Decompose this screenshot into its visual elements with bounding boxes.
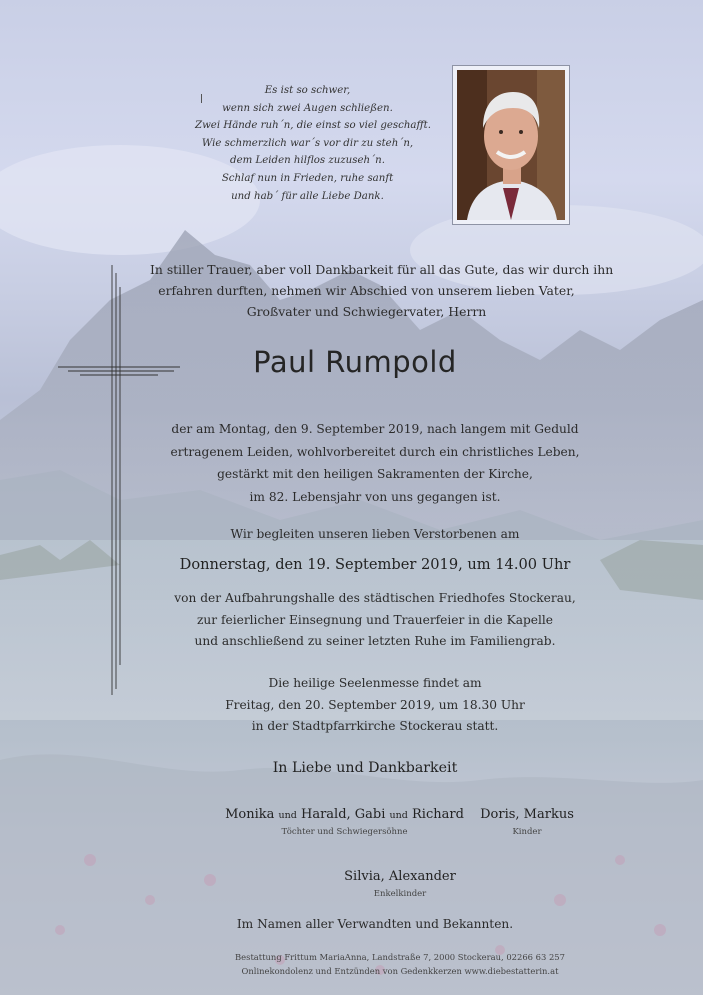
funeral-date: Donnerstag, den 19. September 2019, um 14.00 Uhr: [179, 556, 571, 573]
ceremony-text: [150, 588, 600, 653]
family-names: Silvia, Alexander: [344, 869, 456, 884]
family-name: Harald, Gabi: [300, 807, 386, 822]
poem-line: dem Leiden hilflos zuzuseh´n.: [230, 155, 385, 167]
death-details: [150, 418, 600, 508]
deceased-name: Paul Rumpold: [253, 345, 457, 379]
family-group-daughters: [222, 807, 467, 837]
family-role: Töchter und Schwiegersöhne: [281, 827, 408, 837]
family-role: Kinder: [512, 827, 542, 837]
poem-line: Es ist so schwer,: [264, 85, 351, 96]
intro-line: Großvater und Schwiegervater, Herrn: [246, 304, 487, 319]
family-role: Enkelkinder: [373, 889, 427, 899]
details-line: gestärkt mit den heiligen Sakramenten der Kirche,: [217, 467, 533, 481]
family-group-children: [472, 807, 582, 837]
family-conjunction: und: [389, 810, 408, 821]
poem-line: wenn sich zwei Augen schließen.: [222, 102, 393, 114]
mass-line: in der Stadtpfarrkirche Stockerau statt.: [251, 719, 499, 733]
poem: [195, 82, 432, 205]
imprint-line: Bestattung Frittum MariaAnna, Landstraße 7, 2000 Stockerau, 02266 63 257: [235, 952, 565, 962]
ceremony-line: von der Aufbahrungshalle des städtischen Friedhofes Stockerau,: [174, 591, 576, 605]
portrait-frame: [452, 65, 570, 225]
poem-line: Zwei Hände ruh´n, die einst so viel geschafft.: [195, 120, 432, 132]
intro-line: In stiller Trauer, aber voll Dankbarkeit für all das Gute, das wir durch ihn: [150, 262, 614, 277]
portrait-photo: [457, 70, 565, 220]
accompany-text: Wir begleiten unseren lieben Verstorbenen am: [230, 527, 520, 541]
ceremony-line: zur feierlicher Einsegnung und Trauerfeier in die Kapelle: [197, 612, 553, 627]
mass-line: Die heilige Seelenmesse findet am: [268, 676, 482, 690]
funeral-home-imprint: [200, 950, 600, 978]
poem-line: Schlaf nun in Frieden, ruhe sanft: [221, 172, 394, 184]
mass-text: [150, 673, 600, 738]
intro-line: erfahren durften, nehmen wir Abschied von unserem lieben Vater,: [158, 283, 575, 298]
family-names: Doris, Markus: [480, 807, 574, 822]
poem-line: Wie schmerzlich war´s vor dir zu steh´n,: [201, 137, 414, 149]
family-conjunction: und: [278, 810, 297, 821]
ceremony-line: und anschließend zu seiner letzten Ruhe im Familiengrab.: [194, 634, 556, 648]
love-heading: In Liebe und Dankbarkeit: [272, 760, 458, 776]
details-line: der am Montag, den 9. September 2019, nach langem mit Geduld: [171, 422, 579, 436]
mass-line: Freitag, den 20. September 2019, um 18.30 Uhr: [225, 697, 525, 712]
details-line: im 82. Lebensjahr von uns gegangen ist.: [249, 489, 501, 504]
family-name: Monika: [225, 807, 275, 822]
family-names: [222, 807, 467, 822]
imprint-line: Onlinekondolenz und Entzünden von Gedenkkerzen www.diebestatterin.at: [241, 966, 559, 976]
closing-line: Im Namen aller Verwandten und Bekannten.: [236, 917, 514, 931]
poem-line: und hab´ für alle Liebe Dank.: [231, 190, 384, 202]
details-line: ertragenem Leiden, wohlvorbereitet durch ein christliches Leben,: [170, 444, 580, 459]
family-name: Richard: [412, 807, 464, 822]
family-group-grandchildren: [300, 869, 500, 899]
intro-text: [150, 259, 614, 322]
